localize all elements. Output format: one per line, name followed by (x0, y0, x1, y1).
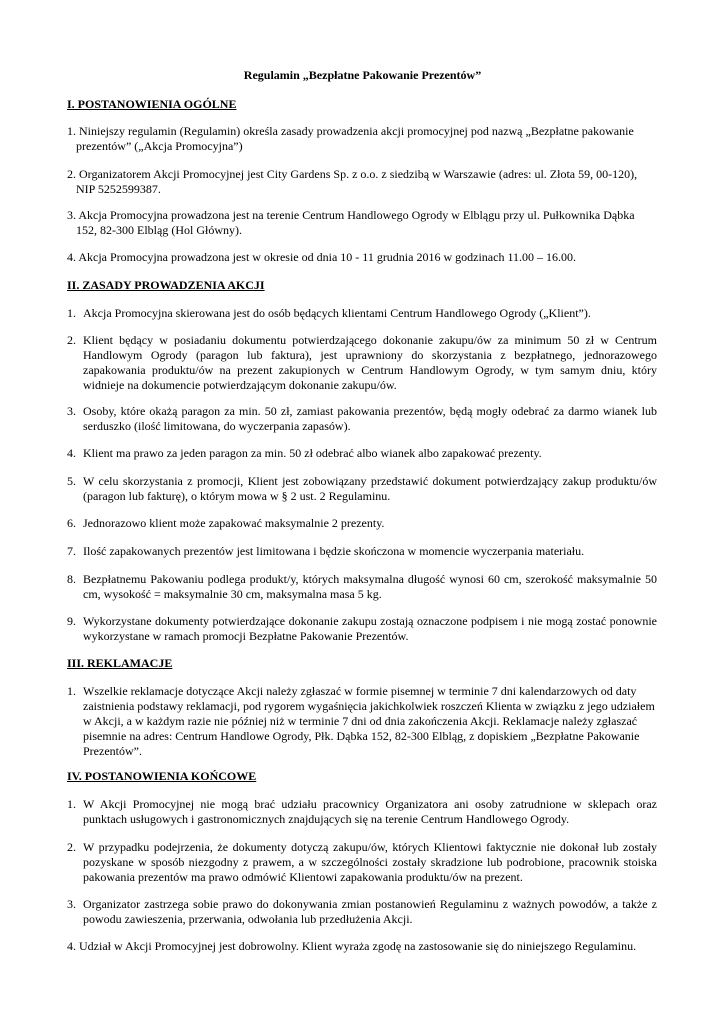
section-heading-final: IV. POSTANOWIENIA KOŃCOWE (67, 769, 257, 783)
rules-item-7: 7. Ilość zapakowanych prezentów jest limitowana i będzie skończona w momencie wyczerpania materiału. (67, 544, 585, 558)
rules-item-9: 9. Wykorzystane dokumenty potwierdzające dokonanie zakupu zostają oznaczone podpisem i nie mogą zostać ponownie wykorzystane w ramach promocji Bezpłatne Pakowanie Prezentów. (67, 614, 657, 643)
general-item-2: 2. Organizatorem Akcji Promocyjnej jest City Gardens Sp. z o.o. z siedzibą w Warszawie (adres: ul. Złota 59, 00-120), NIP 5252599387. (67, 167, 638, 196)
section-heading-rules: II. ZASADY PROWADZENIA AKCJI (67, 278, 265, 292)
rules-item-5: 5. W celu skorzystania z promocji, Klient jest zobowiązany przedstawić dokument potwierdzający zakup produktu/ów (paragon lub fakturę), o którym mowa w § 2 ust. 2 Regulaminu. (67, 474, 657, 503)
general-item-3: 3. Akcja Promocyjna prowadzona jest na terenie Centrum Handlowego Ogrody w Elblągu przy ul. Pułkownika Dąbka 152, 82-300 Elbląg (Hol Główny). (67, 208, 635, 237)
rules-item-4: 4. Klient ma prawo za jeden paragon za min. 50 zł odebrać albo wianek albo zapakować prezenty. (67, 446, 542, 460)
section-heading-general: I. POSTANOWIENIA OGÓLNE (67, 97, 237, 111)
general-item-1: 1. Niniejszy regulamin (Regulamin) określa zasady prowadzenia akcji promocyjnej pod nazwą „Bezpłatne pakowanie prezentów” („Akcja Promocyjna”) (67, 124, 634, 153)
complaints-item-1: 1. Wszelkie reklamacje dotyczące Akcji należy zgłaszać w formie pisemnej w terminie 7 dni kalendarzowych od daty zaistnienia podstawy reklamacji, pod rygorem wygaśnięcia jakichkolwiek roszczeń Klienta w związku z jego udziałem w Akcji, a w każdym razie nie później niż w terminie 7 dni od dnia zakończenia Akcji. Reklamacje należy zgłaszać pisemnie na adres: Centrum Handlowe Ogrody, Płk. Dąbka 152, 82-300 Elbląg, z dopiskiem „Bezpłatne Pakowanie Prezentów”. (67, 684, 655, 758)
general-item-4: 4. Akcja Promocyjna prowadzona jest w okresie od dnia 10 - 11 grudnia 2016 w godzinach 11.00 – 16.00. (67, 250, 577, 264)
document-title: Regulamin „Bezpłatne Pakowanie Prezentów” (243, 68, 482, 82)
final-item-4: 4. Udział w Akcji Promocyjnej jest dobrowolny. Klient wyraża zgodę na zastosowanie się do niniejszego Regulaminu. (67, 939, 637, 953)
section-heading-complaints: III. REKLAMACJE (67, 656, 173, 670)
rules-item-2: 2. Klient będący w posiadaniu dokumentu potwierdzającego dokonanie zakupu/ów za minimum 50 zł w Centrum Handlowym Ogrody (paragon lub faktura), jest uprawniony do skorzystania z bezpłatnego, jednorazowego zapakowania produktu/ów na prezent zakupionych w Centrum Handlowym Ogrody, w tym samym dniu, który widnieje na dokumencie potwierdzającym dokonanie zakupu/ów. (67, 333, 657, 392)
final-item-1: 1. W Akcji Promocyjnej nie mogą brać udziału pracownicy Organizatora ani osoby zatrudnione w sklepach oraz punktach usługowych i gastronomicznych znajdujących się na terenie Centrum Handlowego Ogrody. (67, 797, 657, 826)
final-item-3: 3. Organizator zastrzega sobie prawo do dokonywania zmian postanowień Regulaminu z ważnych powodów, a także z powodu zawieszenia, przerwania, odwołania lub przedłużenia Akcji. (67, 897, 657, 926)
final-item-2: 2. W przypadku podejrzenia, że dokumenty dotyczą zakupu/ów, których Klientowi faktycznie nie dokonał lub zostały pozyskane w sposób niezgodny z prawem, a w szczególności zostały skradzione lub podrobione, pracownik stoiska pakowania prezentów ma prawo odmówić Klientowi zapakowania produktu/ów na prezent. (67, 840, 657, 884)
rules-item-3: 3. Osoby, które okażą paragon za min. 50 zł, zamiast pakowania prezentów, będą mogły odebrać za darmo wianek lub serduszko (ilość limitowana, do wyczerpania zapasów). (67, 404, 657, 433)
rules-item-8: 8. Bezpłatnemu Pakowaniu podlega produkt/y, których maksymalna długość wynosi 60 cm, szerokość maksymalnie 50 cm, wysokość = maksymalnie 30 cm, maksymalna masa 5 kg. (67, 572, 657, 601)
rules-item-6: 6. Jednorazowo klient może zapakować maksymalnie 2 prezenty. (67, 516, 385, 530)
rules-item-1: 1. Akcja Promocyjna skierowana jest do osób będących klientami Centrum Handlowego Ogrody („Klient”). (67, 306, 591, 320)
